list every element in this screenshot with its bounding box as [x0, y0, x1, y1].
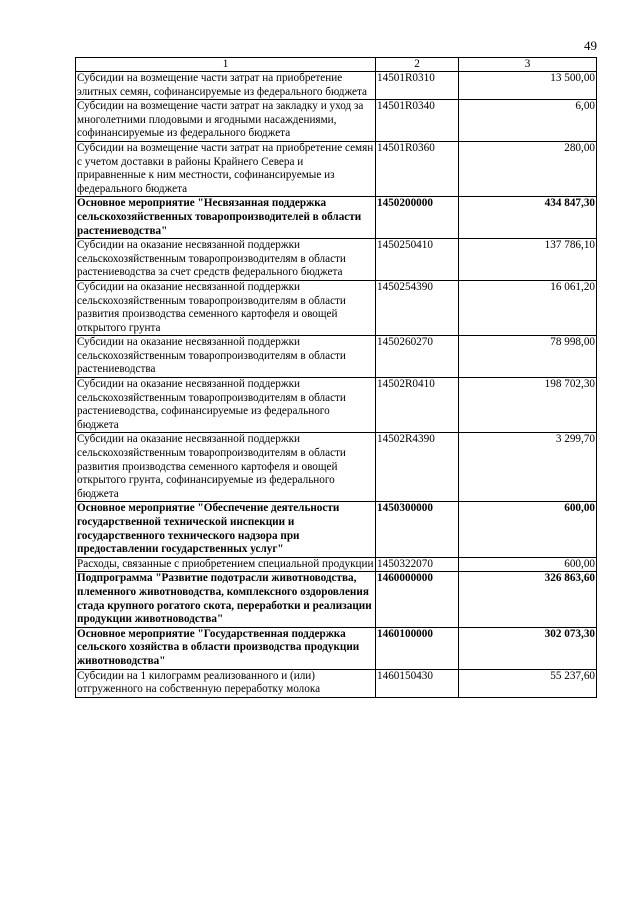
row-amount: 302 073,30: [459, 627, 597, 669]
row-amount: 78 998,00: [459, 336, 597, 378]
row-name: Субсидии на оказание несвязанной поддержки сельскохозяйственным товаропроизводителям в области растениеводства: [76, 336, 376, 378]
row-name: Субсидии на возмещение части затрат на закладку и уход за многолетними плодовыми и ягодными насаждениями, софинансируемые из федерального бюджета: [76, 100, 376, 142]
table-row: [76, 572, 597, 627]
row-amount: 6,00: [459, 100, 597, 142]
row-amount: 198 702,30: [459, 378, 597, 433]
row-code: 14501R0340: [376, 100, 459, 142]
row-name: Основное мероприятие "Обеспечение деятельности государственной технической инспекции и государственного технического надзора при предоставлении государственных услуг": [76, 502, 376, 557]
row-amount: 434 847,30: [459, 197, 597, 239]
table-row: [76, 100, 597, 142]
row-name: Субсидии на возмещение части затрат на приобретение семян с учетом доставки в районы Крайнего Севера и приравненные к ним местности, софинансируемые из федерального бюджета: [76, 141, 376, 196]
table-row: [76, 502, 597, 557]
row-code: 14501R0310: [376, 72, 459, 100]
table-row: [76, 141, 597, 196]
row-amount: 55 237,60: [459, 669, 597, 697]
row-name: Субсидии на оказание несвязанной поддержки сельскохозяйственным товаропроизводителям в области развития производства семенного картофеля и овощей открытого грунта, софинансируемые из федерального бюджета: [76, 433, 376, 502]
page-number: 49: [584, 38, 597, 53]
row-name: Субсидии на оказание несвязанной поддержки сельскохозяйственным товаропроизводителям в области растениеводства, софинансируемые из федерального бюджета: [76, 378, 376, 433]
row-name: Подпрограмма "Развитие подотрасли животноводства, племенного животноводства, комплексного оздоровления стада крупного рогатого скота, переработки и реализации продукции животноводства": [76, 572, 376, 627]
row-code: 1450322070: [376, 557, 459, 572]
column-number-row: [76, 58, 597, 72]
row-code: 14502R0410: [376, 378, 459, 433]
column-header-3: 3: [459, 58, 597, 72]
row-code: 1460100000: [376, 627, 459, 669]
row-name: Субсидии на оказание несвязанной поддержки сельскохозяйственным товаропроизводителям в области растениеводства за счет средств федерального бюджета: [76, 239, 376, 281]
row-amount: 600,00: [459, 502, 597, 557]
table-row: [76, 557, 597, 572]
row-code: 1460150430: [376, 669, 459, 697]
row-amount: 280,00: [459, 141, 597, 196]
row-code: 1450254390: [376, 280, 459, 335]
row-code: 1450200000: [376, 197, 459, 239]
row-name: Субсидии на возмещение части затрат на приобретение элитных семян, софинансируемые из федерального бюджета: [76, 72, 376, 100]
row-amount: 16 061,20: [459, 280, 597, 335]
table-row: [76, 197, 597, 239]
column-header-2: 2: [376, 58, 459, 72]
row-code: 1450250410: [376, 239, 459, 281]
row-amount: 3 299,70: [459, 433, 597, 502]
table-row: [76, 336, 597, 378]
table-row: [76, 280, 597, 335]
row-amount: 13 500,00: [459, 72, 597, 100]
row-name: Основное мероприятие "Несвязанная поддержка сельскохозяйственных товаропроизводителей в области растениеводства": [76, 197, 376, 239]
row-code: 14502R4390: [376, 433, 459, 502]
table-row: [76, 72, 597, 100]
table-row: [76, 669, 597, 697]
row-code: 14501R0360: [376, 141, 459, 196]
row-name: Расходы, связанные с приобретением специальной продукции: [76, 557, 376, 572]
table-row: [76, 378, 597, 433]
table-row: [76, 627, 597, 669]
row-code: 1450260270: [376, 336, 459, 378]
row-name: Основное мероприятие "Государственная поддержка сельского хозяйства в области производства продукции животноводства": [76, 627, 376, 669]
row-amount: 137 786,10: [459, 239, 597, 281]
table-row: [76, 239, 597, 281]
row-code: 1450300000: [376, 502, 459, 557]
budget-table: [75, 57, 597, 698]
table-body: [76, 72, 597, 698]
row-name: Субсидии на оказание несвязанной поддержки сельскохозяйственным товаропроизводителям в области развития производства семенного картофеля и овощей открытого грунта: [76, 280, 376, 335]
row-amount: 326 863,60: [459, 572, 597, 627]
row-code: 1460000000: [376, 572, 459, 627]
column-header-1: 1: [76, 58, 376, 72]
row-name: Субсидии на 1 килограмм реализованного и (или) отгруженного на собственную переработку молока: [76, 669, 376, 697]
table-row: [76, 433, 597, 502]
row-amount: 600,00: [459, 557, 597, 572]
